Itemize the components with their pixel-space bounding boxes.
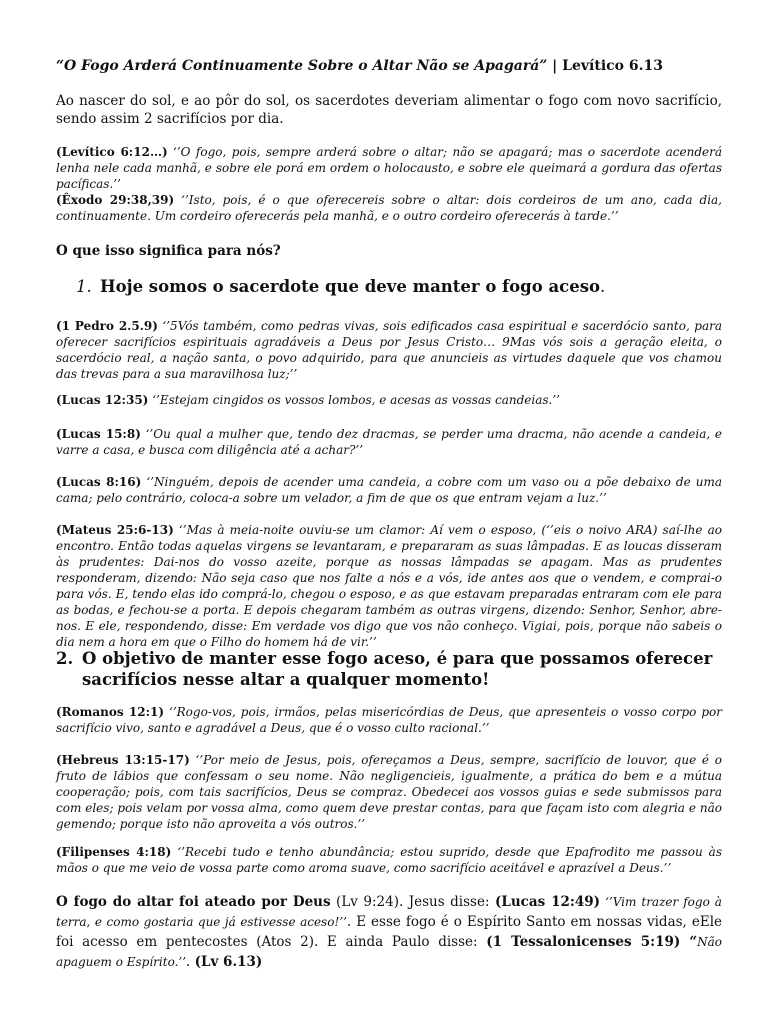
verse-levitico-6-12 — [56, 144, 722, 192]
title-reference: Levítico 6.13 — [562, 58, 663, 74]
verse-lucas-8-16 — [56, 474, 722, 506]
point-1-text: Hoje somos o sacerdote que deve manter o fogo aceso — [100, 277, 600, 296]
closing-quote: Não apaguem o Espírito.’’ — [56, 935, 722, 969]
verse-reference: (Levítico 6:12…) — [56, 145, 168, 159]
verse-reference: (Lucas 15:8) — [56, 427, 141, 441]
point-2-heading — [56, 648, 722, 690]
verse-reference: (Mateus 25:6-13) — [56, 523, 174, 537]
verse-exodo-29 — [56, 192, 722, 224]
closing-text: . — [186, 954, 195, 970]
verse-text: ‘’O fogo, pois, sempre arderá sobre o altar; não se apagará; mas o sacerdote acenderá lenha nele cada manhã, e sobre ele porá em ordem o holocausto, e sobre ele queimará a gordura das ofertas pacíficas.’’ — [56, 145, 722, 191]
verse-reference: (Filipenses 4:18) — [56, 845, 172, 859]
verse-reference: (Lucas 12:35) — [56, 393, 149, 407]
closing-paragraph — [56, 892, 722, 972]
closing-reference: (Lucas 12:49) — [494, 894, 601, 910]
closing-reference: (Lv 6.13) — [194, 954, 263, 970]
title-separator: | — [547, 58, 563, 74]
verse-mateus-25 — [56, 522, 722, 650]
verse-reference: (Hebreus 13:15-17) — [56, 753, 190, 767]
verse-lucas-12-35 — [56, 392, 722, 408]
verse-text: ‘’5Vós também, como pedras vivas, sois edificados casa espiritual e sacerdócio santo, para oferecer sacrifícios espirituais agradáveis a Deus por Jesus Cristo… 9Mas vós sois a geração eleita, o sacerdócio real, a nação santa, o povo adquirido, para que anuncieis as virtudes daquele que vos chamou das trevas para a sua maravilhosa luz;’’ — [56, 319, 722, 381]
verse-romanos-12-1 — [56, 704, 722, 736]
verse-text: ‘’Rogo-vos, pois, irmãos, pelas misericórdias de Deus, que apresenteis o vosso corpo por sacrifício vivo, santo e agradável a Deus, que é o vosso culto racional.’’ — [56, 705, 722, 735]
verse-1-pedro — [56, 318, 722, 382]
verse-reference: (1 Pedro 2.5.9) — [56, 319, 158, 333]
verse-text: ‘’Ninguém, depois de acender uma candeia, a cobre com um vaso ou a põe debaixo de uma cama; pelo contrário, coloca-a sobre um velador, a fim de que os que entram vejam a luz.’’ — [56, 475, 723, 505]
section-question: O que isso significa para nós? — [56, 243, 281, 259]
point-2-number: 2. — [56, 649, 74, 668]
point-2-line-1: O objetivo de manter esse fogo aceso, é para que possamos oferecer — [82, 649, 713, 668]
closing-open-quote: “ — [680, 934, 698, 950]
point-1-heading — [56, 276, 722, 298]
verse-filipenses-4-18 — [56, 844, 722, 876]
closing-quote: ‘’Vim trazer fogo à terra, e como gostaria que já estivesse aceso!’’ — [56, 895, 722, 929]
page-title — [56, 56, 722, 76]
verse-text: ‘’Por meio de Jesus, pois, ofereçamos a Deus, sempre, sacrifício de louvor, que é o fruto de lábios que confessam o seu nome. Não negligencieis, igualmente, a prática do bem e a mútua cooperação; pois, com tais sacrifícios, Deus se compraz. Obedecei aos vossos guias e sede submissos para com eles; pois velam por vossa alma, como quem deve prestar contas, para que façam isto com alegria e não gemendo; porque isto não aproveita a vós outros.’’ — [56, 753, 723, 831]
verse-text: ‘’Isto, pois, é o que oferecereis sobre o altar: dois cordeiros de um ano, cada dia, continuamente. Um cordeiro oferecerás pela manhã, e o outro cordeiro oferecerás à tarde.’’ — [56, 193, 723, 223]
point-1-number: 1. — [76, 277, 92, 296]
verse-reference: (Êxodo 29:38,39) — [56, 193, 175, 207]
point-2-line-2: sacrifícios nesse altar a qualquer momento! — [82, 670, 490, 689]
verse-text: ‘’Recebi tudo e tenho abundância; estou suprido, desde que Epafrodito me passou às mãos o que me veio de vossa parte como aroma suave, como sacrifício aceitável e aprazível a Deus.’’ — [56, 845, 722, 875]
verse-text: ‘’Ou qual a mulher que, tendo dez dracmas, se perder uma dracma, não acende a candeia, e varre a casa, e busca com diligência até a achar?’’ — [56, 427, 722, 457]
verse-reference: (Romanos 12:1) — [56, 705, 165, 719]
verse-text: ‘’Mas à meia-noite ouviu-se um clamor: Aí vem o esposo, (‘’eis o noivo ARA) saí-lhe ao encontro. Então todas aquelas virgens se levantaram, e prepararam as suas lâmpadas. E as loucas disseram às prudentes: Dai-nos do vosso azeite, porque as nossas lâmpadas se apagam. Mas as prudentes responderam, dizendo: Não seja caso que nos falte a nós e a vós, ide antes aos que o vendem, e comprai-o para vós. E, tendo elas ido comprá-lo, chegou o esposo, e as que estavam preparadas entraram com ele para as bodas, e fechou-se a porta. E depois chegaram também as outras virgens, dizendo: Senhor, Senhor, abre-nos. E ele, respondendo, disse: Em verdade vos digo que vos não conheço. Vigiai, pois, porque não sabeis o dia nem a hora em que o Filho do homem há de vir.’’ — [56, 523, 722, 649]
verse-lucas-15-8 — [56, 426, 722, 458]
verse-reference: (Lucas 8:16) — [56, 475, 142, 489]
intro-paragraph: Ao nascer do sol, e ao pôr do sol, os sacerdotes deveriam alimentar o fogo com novo sacrifício, sendo assim 2 sacrifícios por dia. — [56, 93, 722, 127]
verse-text: ‘’Estejam cingidos os vossos lombos, e acesas as vossas candeias.’’ — [148, 393, 560, 407]
closing-text: . E esse fogo é o Espírito Santo em nossas vidas, eEle foi acesso em pentecostes (Atos 2). E ainda Paulo disse: — [56, 914, 723, 950]
title-quote: “O Fogo Arderá Continuamente Sobre o Altar Não se Apagará” — [56, 58, 548, 74]
closing-text: (Lv 9:24). Jesus disse: — [330, 894, 495, 910]
closing-reference: (1 Tessalonicenses 5:19) — [486, 934, 681, 950]
point-1-period: . — [600, 277, 606, 296]
verse-hebreus-13 — [56, 752, 722, 832]
closing-lead: O fogo do altar foi ateado por Deus — [56, 894, 331, 910]
